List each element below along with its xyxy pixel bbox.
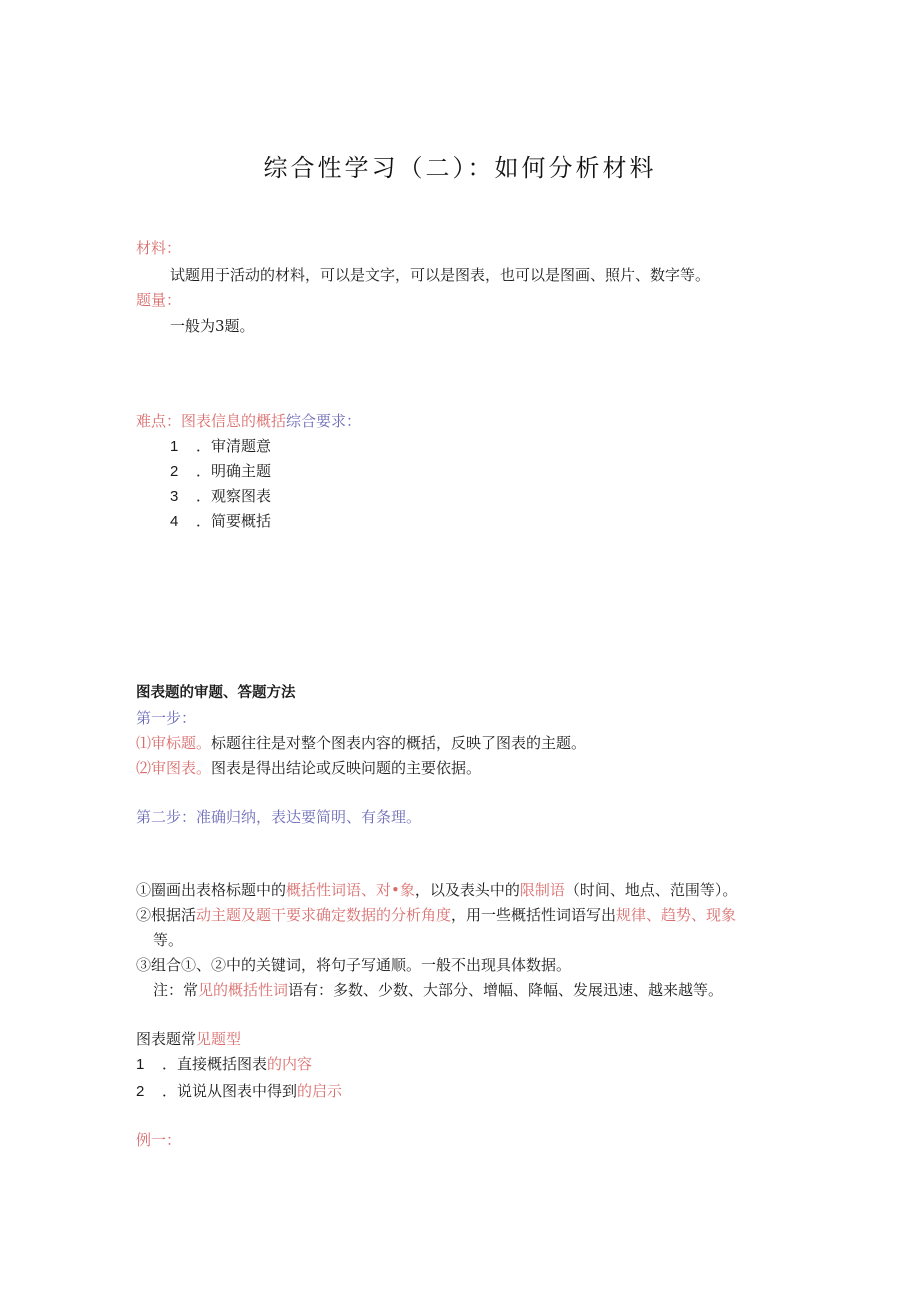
step1-item-text: 标题往往是对整个图表内容的概括，反映了图表的主题。 (211, 734, 587, 752)
list-item-number: 3 (170, 488, 179, 505)
step1-item (136, 733, 586, 753)
note-text: 注：常 (153, 981, 199, 999)
guide-1 (136, 880, 737, 900)
type-item-text: ．说说从图表中得到 (162, 1082, 298, 1100)
guide-2 (136, 905, 736, 925)
list-item-text: ．明确主题 (196, 462, 272, 480)
list-item-number: 1 (170, 438, 179, 455)
type-item-highlight: 的内容 (267, 1055, 313, 1073)
guide-1-text-2: ，以及表头中的 (414, 881, 520, 899)
step1-item (136, 758, 481, 778)
material-label: 材料： (136, 239, 182, 257)
material-text: 试题用于活动的材料，可以是文字，可以是图表，也可以是图画、照片、数字等。 (170, 266, 711, 284)
guide-1-text: ①圈画出表格标题中的 (136, 881, 287, 899)
guide-2-text-2: ，用一些概括性词语写出 (451, 906, 617, 924)
types-heading (136, 1029, 241, 1049)
type-item-number: 2 (136, 1083, 145, 1100)
list-item (170, 486, 271, 507)
step1-item-text: 图表是得出结论或反映问题的主要依据。 (211, 759, 482, 777)
list-item-number: 4 (170, 513, 179, 530)
list-item-number: 2 (170, 463, 179, 480)
example-label: 例一： (136, 1131, 182, 1149)
list-item (170, 511, 271, 532)
step2-text: 第二步：准确归纳，表达要简明、有条理。 (136, 808, 422, 826)
difficulty-label: 难点：图表信息的概括 (136, 412, 287, 430)
type-item-highlight: 的启示 (297, 1082, 343, 1100)
type-item (136, 1054, 312, 1075)
guide-2-text: ②根据活 (136, 906, 197, 924)
guide-2-highlight-2: 规律、趋势、现象 (616, 906, 737, 924)
guide-2-highlight: 动主题及题干要求确定数据的分析角度 (196, 906, 452, 924)
list-item-text: ．审清题意 (196, 437, 272, 455)
guide-1-text-3: （时间、地点、范围等）。 (564, 881, 738, 899)
guide-3: ③组合①、②中的关键词，将句子写通顺。一般不出现具体数据。 (136, 956, 572, 974)
requirements-label: 综合要求： (286, 412, 362, 430)
list-item (170, 461, 271, 482)
list-item (170, 436, 271, 457)
guide-2-continued: 等。 (153, 931, 184, 949)
count-text: 一般为3题。 (170, 317, 255, 335)
types-heading-highlight: 见题型 (196, 1030, 242, 1048)
step1-label: 第一步： (136, 709, 197, 727)
list-item-text: ．观察图表 (196, 487, 272, 505)
step1-item-highlight: 审图表。 (151, 759, 212, 777)
page-title: 综合性学习（二）：如何分析材料 (263, 154, 657, 182)
count-label: 题量： (136, 291, 182, 309)
types-heading-text: 图表题常 (136, 1030, 197, 1048)
note-highlight: 见的概括性词 (198, 981, 289, 999)
type-item-number: 1 (136, 1056, 145, 1073)
note-text-2: 语有：多数、少数、大部分、增幅、降幅、发展迅速、越来越等。 (288, 981, 724, 999)
type-item-text: ．直接概括图表 (162, 1055, 268, 1073)
type-item (136, 1081, 342, 1102)
step1-item-marker: ⑴ (136, 734, 152, 752)
difficulty-heading (136, 411, 361, 431)
guide-1-highlight: 概括性词语、对•象 (286, 881, 415, 899)
method-heading: 图表题的审题、答题方法 (136, 685, 296, 701)
step1-item-marker: ⑵ (136, 759, 152, 777)
list-item-text: ．简要概括 (196, 512, 272, 530)
guide-note (153, 980, 723, 1000)
step1-item-highlight: 审标题。 (151, 734, 212, 752)
guide-1-highlight-2: 限制语 (519, 881, 565, 899)
